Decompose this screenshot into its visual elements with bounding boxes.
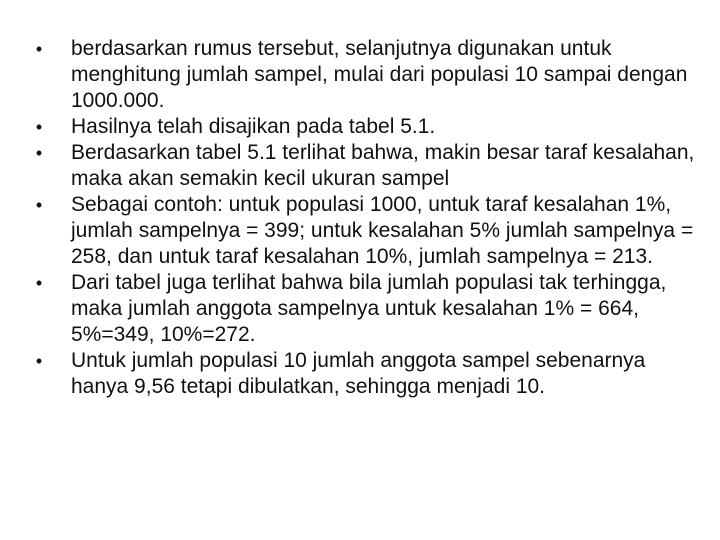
bullet-icon: • xyxy=(35,39,43,59)
bullet-item-6 xyxy=(32,348,696,400)
bullet-item-3 xyxy=(32,140,696,192)
bullet-text: Untuk jumlah populasi 10 jumlah anggota sampel sebenarnya hanya 9,56 tetapi dibulatkan, sehingga menjadi 10. xyxy=(71,349,646,398)
bullet-icon: • xyxy=(35,351,43,371)
bullet-text: Sebagai contoh: untuk populasi 1000, untuk taraf kesalahan 1%, jumlah sampelnya = 399; untuk kesalahan 5% jumlah sampelnya = 258, dan untuk taraf kesalahan 10%, jumlah sampelnya = 213. xyxy=(71,193,694,268)
bullet-icon: • xyxy=(35,273,43,293)
bullet-item-4 xyxy=(32,192,696,270)
bullet-icon: • xyxy=(35,195,43,215)
bullet-text: Berdasarkan tabel 5.1 terlihat bahwa, makin besar taraf kesalahan, maka akan semakin kecil ukuran sampel xyxy=(71,141,695,190)
bullet-item-1 xyxy=(32,36,696,114)
bullet-text: berdasarkan rumus tersebut, selanjutnya digunakan untuk menghitung jumlah sampel, mulai dari populasi 10 sampai dengan 1000.000. xyxy=(71,37,688,112)
bullet-text: Dari tabel juga terlihat bahwa bila jumlah populasi tak terhingga, maka jumlah anggota sampelnya untuk kesalahan 1% = 664, 5%=349, 10%=272. xyxy=(71,271,667,346)
bullet-icon: • xyxy=(35,143,43,163)
bullet-icon: • xyxy=(35,117,43,137)
bullet-item-2 xyxy=(32,114,696,140)
bullet-item-5 xyxy=(32,270,696,348)
bullet-list xyxy=(32,36,696,400)
bullet-text: Hasilnya telah disajikan pada tabel 5.1. xyxy=(71,115,436,138)
